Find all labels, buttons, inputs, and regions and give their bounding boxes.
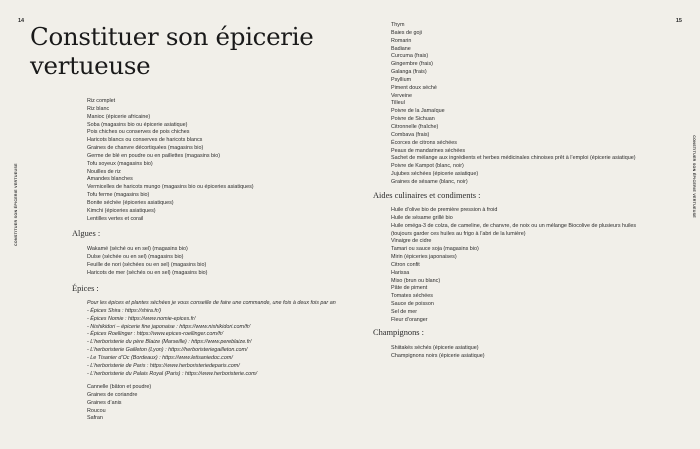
list-item: Gingembre (frais)	[391, 61, 433, 68]
list-item: - L’herboristerie de Paris : https://www.herboristeriedeparis.com/	[87, 362, 240, 369]
list-item: Graines de coriandre	[87, 391, 138, 398]
list-item: Soba (magasins bio ou épicerie asiatique)	[87, 121, 188, 128]
grains-list	[87, 98, 254, 224]
list-item: Shiitakés séchés (épicerie asiatique)	[391, 345, 479, 351]
list-item: Bonite séchée (épiceries asiatiques)	[87, 199, 174, 206]
list-item: Badiane	[391, 45, 411, 52]
spices-continued-list	[391, 22, 636, 187]
list-item: Pois chiches ou conserves de pois chiches	[87, 129, 190, 136]
list-item: - Épices Nomie : https://www.nomie-epices.fr/	[87, 315, 196, 322]
list-item: Tofu soyeux (magasins bio)	[87, 160, 153, 167]
list-item: Sauce de poisson	[391, 301, 434, 308]
list-item: Harissa	[391, 269, 410, 276]
list-item: Miso (brun ou blanc)	[391, 277, 441, 284]
list-item: Thym	[391, 22, 405, 28]
running-head-right: CONSTITUER SON ÉPICERIE VERTUEUSE	[692, 135, 696, 218]
list-item: Poivre de Kampot (blanc, noir)	[391, 163, 464, 170]
page-number-left: 14	[18, 18, 25, 24]
list-item: Vinaigre de cidre	[391, 238, 432, 245]
title-line-2: vertueuse	[30, 51, 151, 80]
algues-list	[87, 246, 207, 277]
list-item: Haricots blancs ou conserves de haricots blancs	[87, 137, 203, 144]
list-item: - L’herboristerie du père Blaize (Marseille) : https://www.pereblaize.fr/	[87, 339, 252, 346]
list-item: Combava (frais)	[391, 131, 430, 138]
list-item: Huile d’olive bio de première pression à froid	[391, 207, 498, 213]
list-item: Pâte de piment	[391, 285, 428, 292]
list-item: (toujours garder ces huiles au frigo à l’abri de la lumière)	[391, 230, 526, 237]
list-item: Verveine	[391, 92, 412, 99]
epices-intro-block	[87, 300, 336, 378]
running-head-left: CONSTITUER SON ÉPICERIE VERTUEUSE	[14, 163, 18, 246]
list-item: Curcuma (frais)	[391, 53, 429, 60]
right-page	[350, 0, 700, 449]
list-item: Citron confit	[391, 261, 420, 268]
list-item: - Nishikidori – épicerie fine japonaise : https://www.nishikidori.com/fr/	[87, 323, 251, 330]
list-item: Champignons noirs (épicerie asiatique)	[391, 352, 485, 359]
list-item: - L’herboristerie Gailleton (Lyon) : https://herboristeriegailleton.com/	[87, 347, 248, 354]
list-item: Graines de chanvre décortiquées (magasins bio)	[87, 145, 204, 152]
list-item: Jujubes séchées (épicerie asiatique)	[391, 171, 479, 178]
list-item: - Le Tisanier d’Oc (Bordeaux) : https://www.letisaniedoc.com/	[87, 354, 233, 361]
list-item: Vermicelles de haricots mungo (magasins bio ou épiceries asiatiques)	[87, 184, 254, 191]
list-item: Safran	[87, 415, 103, 422]
title-line-1: Constituer son épicerie	[30, 22, 314, 51]
list-item: Graines de sésame (blanc, noir)	[391, 178, 468, 185]
epices-heading: Épices :	[72, 284, 99, 293]
list-item: Lentilles vertes et corail	[87, 215, 144, 222]
aides-list	[391, 207, 636, 325]
list-item: Manioc (épicerie africaine)	[87, 113, 151, 120]
algues-heading: Algues :	[72, 229, 101, 238]
list-item: Psyllium	[391, 76, 412, 83]
champignons-list	[391, 345, 485, 361]
list-item: Peaux de mandarines séchées	[391, 147, 466, 154]
page-number-right: 15	[675, 18, 682, 24]
list-item: Cannelle (bâton et poudre)	[87, 384, 152, 390]
list-item: Sel de mer	[391, 308, 418, 315]
champignons-heading: Champignons :	[373, 328, 424, 337]
list-item: - L’herboristerie du Palais Royal (Paris) : https://www.herboristerie.com/	[87, 370, 258, 377]
list-item: Fleur d’oranger	[391, 316, 428, 323]
list-item: Haricots de mer (séchés ou en sel) (magasins bio)	[87, 269, 208, 276]
list-item: Huile de sésame grillé bio	[391, 214, 453, 221]
list-item: Écorces de citrons séchées	[391, 139, 457, 146]
list-item: Citronnelle (fraîche)	[391, 123, 439, 130]
list-item: Riz blanc	[87, 105, 110, 112]
list-item: Baies de goji	[391, 29, 422, 36]
list-item: Tilleul	[391, 100, 405, 107]
epices-intro: Pour les épices et plantes séchées je vous conseille de faire une commande, une fois à deux fois par an	[87, 300, 336, 306]
list-item: Poivre de Sichuan	[391, 116, 435, 123]
list-item: Tomates séchées	[391, 293, 433, 300]
list-item: Mirin (épiceries japonaises)	[391, 254, 457, 261]
list-item: Feuille de nori (séchées ou en sel) (magasins bio)	[87, 261, 207, 268]
list-item: Huile oméga-3 de colza, de cameline, de chanvre, de noix ou un mélange Biocolive de plusieurs huiles	[391, 222, 637, 229]
list-item: Nouilles de riz	[87, 168, 121, 175]
list-item: - Épices Roellinger : https://www.epices-roellinger.com/fr/	[87, 331, 224, 338]
aides-heading: Aides culinaires et condiments :	[373, 191, 481, 200]
list-item: Poivre de la Jamaïque	[391, 108, 445, 115]
list-item: Romarin	[391, 37, 412, 44]
list-item: Germe de blé en poudre ou en paillettes (magasins bio)	[87, 152, 221, 159]
list-item: Tofu ferme (magasins bio)	[87, 192, 150, 199]
epices-list	[87, 384, 151, 423]
list-item: Sachet de mélange aux ingrédients et herbes médicinales chinoises prêt à l’emploi (épicerie asiatique)	[391, 155, 636, 162]
list-item: Kimchi (épiceries asiatiques)	[87, 207, 156, 214]
list-item: Riz complet	[87, 98, 116, 104]
list-item: Tamari ou sauce soja (magasins bio)	[391, 246, 479, 253]
list-item: Piment doux séché	[391, 84, 437, 91]
list-item: Wakamé (séché ou en sel) (magasins bio)	[87, 246, 188, 252]
list-item: Dulse (séchée ou en sel) (magasins bio)	[87, 253, 184, 260]
list-item: - Épices Shira : https://shira.fr/)	[87, 307, 161, 314]
list-item: Roucou	[87, 407, 106, 414]
list-item: Graines d’anis	[87, 399, 122, 406]
page-title	[30, 22, 313, 80]
list-item: Galanga (frais)	[391, 69, 427, 76]
list-item: Amandes blanches	[87, 176, 133, 183]
